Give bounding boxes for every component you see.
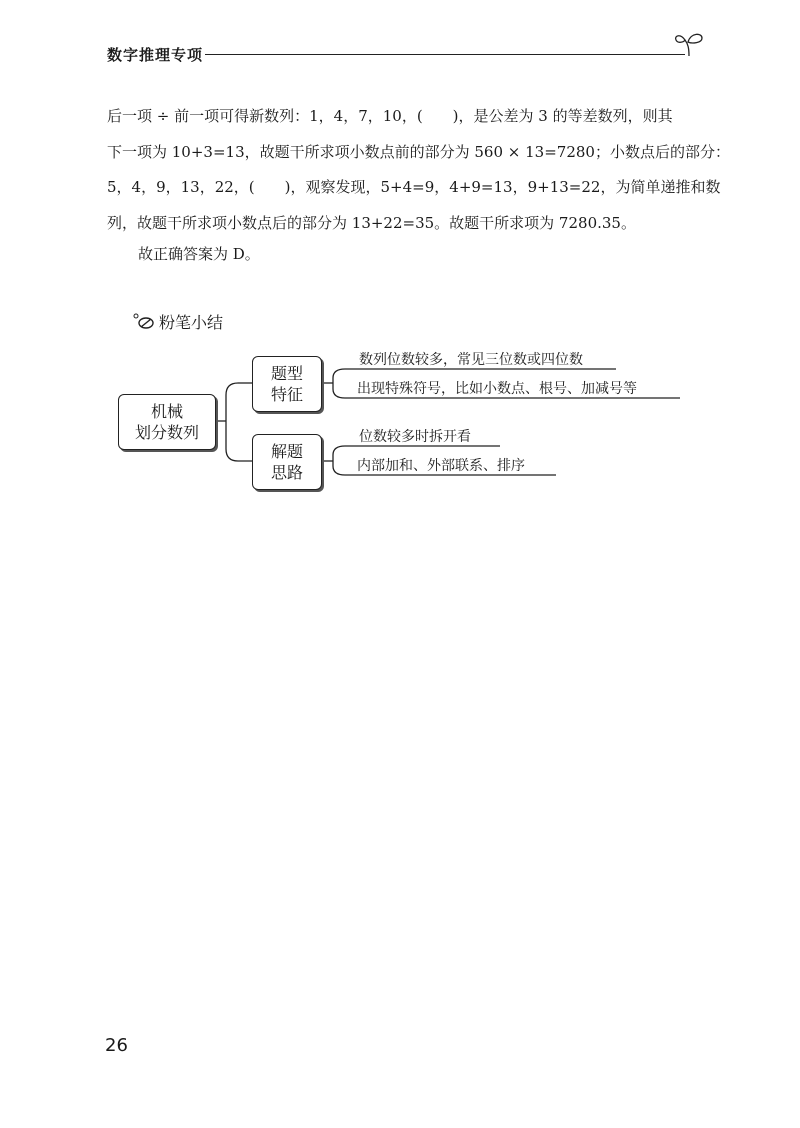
paragraph-line: 后一项 ÷ 前一项可得新数列：1，4，7，10，( )，是公差为 3 的等差数列，则其 bbox=[107, 107, 673, 125]
leaf-text: 内部加和、外部联系、排序 bbox=[357, 458, 525, 474]
leaf-text: 出现特殊符号，比如小数点、根号、加减号等 bbox=[357, 381, 637, 397]
branch-node-approach bbox=[252, 434, 322, 490]
root-label-line: 划分数列 bbox=[134, 423, 199, 442]
paragraph-line: 5，4，9，13，22，( )，观察发现，5+4=9，4+9=13，9+13=22，为简单递推和数 bbox=[107, 178, 721, 196]
branch-label-line: 题型 bbox=[270, 364, 303, 383]
summary-title: 粉笔小结 bbox=[159, 313, 224, 332]
running-header-title: 数字推理专项 bbox=[107, 46, 204, 64]
branch-label-line: 解题 bbox=[270, 442, 303, 461]
paragraph-line: 列，故题干所求项小数点后的部分为 13+22=35。故题干所求项为 7280.35。 bbox=[107, 213, 636, 232]
answer-line: 故正确答案为 D。 bbox=[138, 245, 260, 263]
root-label-line: 机械 bbox=[150, 402, 183, 421]
paragraph-line: 下一项为 10+3=13，故题干所求项小数点前的部分为 560 × 13=7280；小数点后的部分： bbox=[107, 142, 730, 161]
leaf-text: 位数较多时拆开看 bbox=[359, 429, 471, 445]
branch-label-line: 思路 bbox=[270, 463, 303, 482]
mind-map-root-node bbox=[118, 394, 216, 450]
page-number: 26 bbox=[105, 1035, 128, 1056]
branch-label-line: 特征 bbox=[270, 385, 303, 404]
leaf-text: 数列位数较多，常见三位数或四位数 bbox=[359, 352, 583, 368]
branch-node-features bbox=[252, 356, 322, 412]
